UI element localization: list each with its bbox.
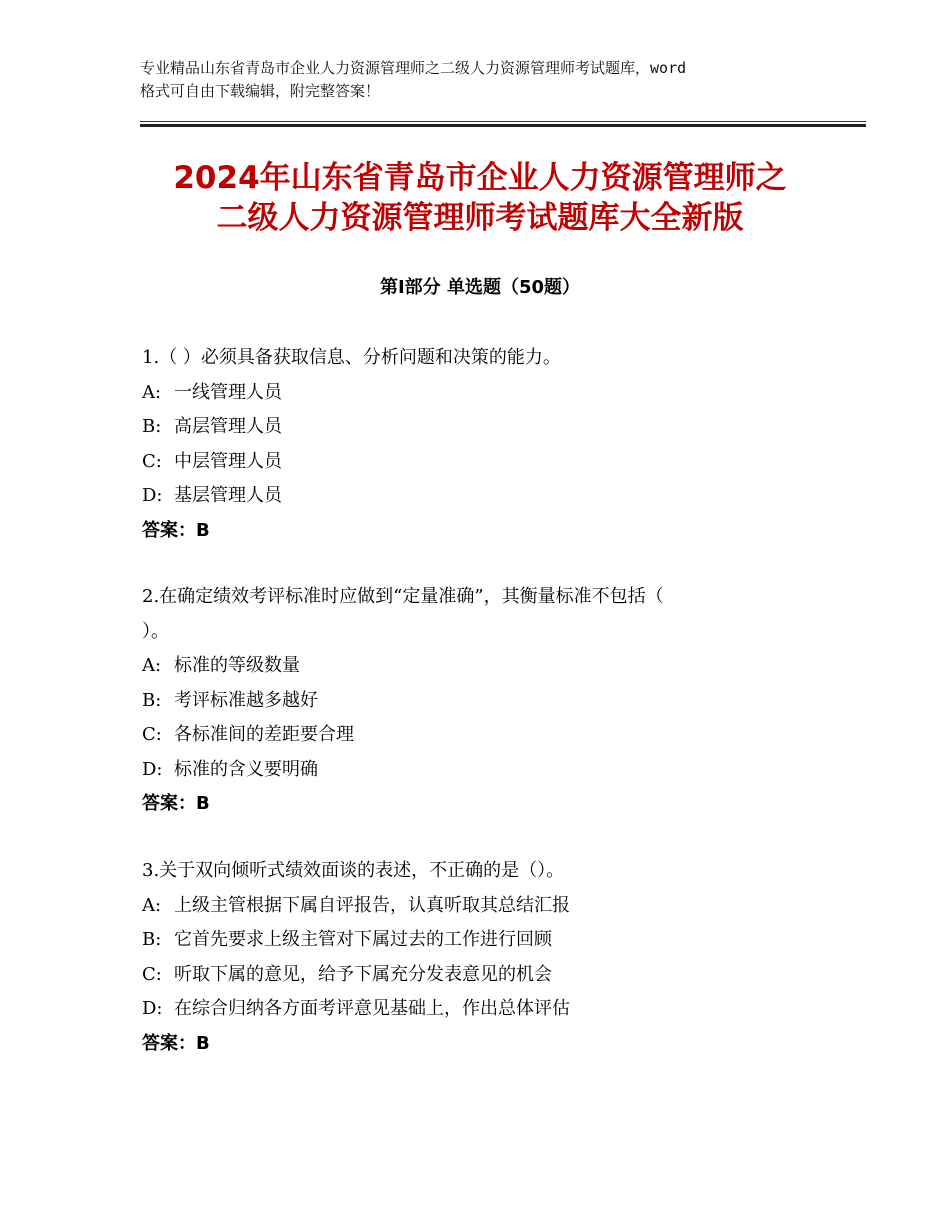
question-stem: 1.（ ）必须具备获取信息、分析问题和决策的能力。 bbox=[142, 347, 561, 368]
option-b bbox=[142, 923, 842, 958]
section-title: 第Ⅰ部分 单选题（50题） bbox=[379, 277, 580, 298]
option-key: C: bbox=[142, 963, 162, 985]
option-text: 考评标准越多越好 bbox=[174, 689, 318, 711]
option-key: D: bbox=[142, 758, 163, 780]
option-c bbox=[142, 958, 842, 993]
option-text: 标准的含义要明确 bbox=[174, 758, 318, 780]
option-text: 它首先要求上级主管对下属过去的工作进行回顾 bbox=[174, 929, 552, 950]
option-text: 中层管理人员 bbox=[174, 450, 282, 472]
question-2 bbox=[142, 580, 842, 822]
option-d bbox=[142, 479, 842, 514]
question-stem: 2.在确定绩效考评标准时应做到“定量准确”，其衡量标准不包括（ bbox=[142, 586, 664, 607]
document-title-line-1: 2024年山东省青岛市企业人力资源管理师之 bbox=[173, 160, 787, 196]
option-c bbox=[142, 718, 842, 753]
header-divider-thin bbox=[140, 121, 866, 122]
option-key: A: bbox=[142, 655, 162, 676]
header-note-line-1: 专业精品山东省青岛市企业人力资源管理师之二级人力资源管理师考试题库，word bbox=[140, 59, 687, 77]
option-text: 高层管理人员 bbox=[174, 416, 282, 437]
header-divider-thick bbox=[140, 124, 866, 127]
option-a bbox=[142, 889, 842, 924]
option-key: D: bbox=[142, 998, 163, 1019]
question-1 bbox=[142, 341, 842, 548]
option-text: 一线管理人员 bbox=[174, 381, 282, 403]
option-d bbox=[142, 992, 842, 1027]
question-3 bbox=[142, 854, 842, 1061]
option-key: D: bbox=[142, 485, 163, 506]
header-note-line-2: 格式可自由下载编辑，附完整答案！ bbox=[140, 82, 381, 100]
option-d bbox=[142, 753, 842, 788]
option-key: A: bbox=[142, 381, 162, 403]
document-title bbox=[100, 158, 860, 238]
option-text: 标准的等级数量 bbox=[174, 655, 300, 676]
option-text: 基层管理人员 bbox=[174, 485, 282, 506]
option-text: 在综合归纳各方面考评意见基础上，作出总体评估 bbox=[174, 998, 570, 1019]
option-text: 上级主管根据下属自评报告，认真听取其总结汇报 bbox=[174, 894, 570, 916]
option-key: C: bbox=[142, 450, 162, 472]
answer: 答案：B bbox=[142, 519, 210, 541]
question-stem: 3.关于双向倾听式绩效面谈的表述，不正确的是（）。 bbox=[142, 860, 565, 881]
option-b bbox=[142, 410, 842, 445]
answer: 答案：B bbox=[142, 793, 210, 814]
document-title-line-2: 二级人力资源管理师考试题库大全新版 bbox=[216, 200, 744, 236]
option-key: B: bbox=[142, 416, 162, 437]
option-key: B: bbox=[142, 689, 162, 711]
header-note bbox=[140, 57, 840, 103]
option-key: B: bbox=[142, 929, 162, 950]
option-a bbox=[142, 376, 842, 411]
option-text: 各标准间的差距要合理 bbox=[174, 724, 354, 745]
option-a bbox=[142, 649, 842, 684]
option-text: 听取下属的意见，给予下属充分发表意见的机会 bbox=[174, 963, 552, 985]
answer: 答案：B bbox=[142, 1032, 210, 1054]
option-key: A: bbox=[142, 894, 162, 916]
option-c bbox=[142, 445, 842, 480]
option-key: C: bbox=[142, 724, 162, 745]
option-b bbox=[142, 684, 842, 719]
question-stem-continued: ）。 bbox=[142, 620, 169, 642]
